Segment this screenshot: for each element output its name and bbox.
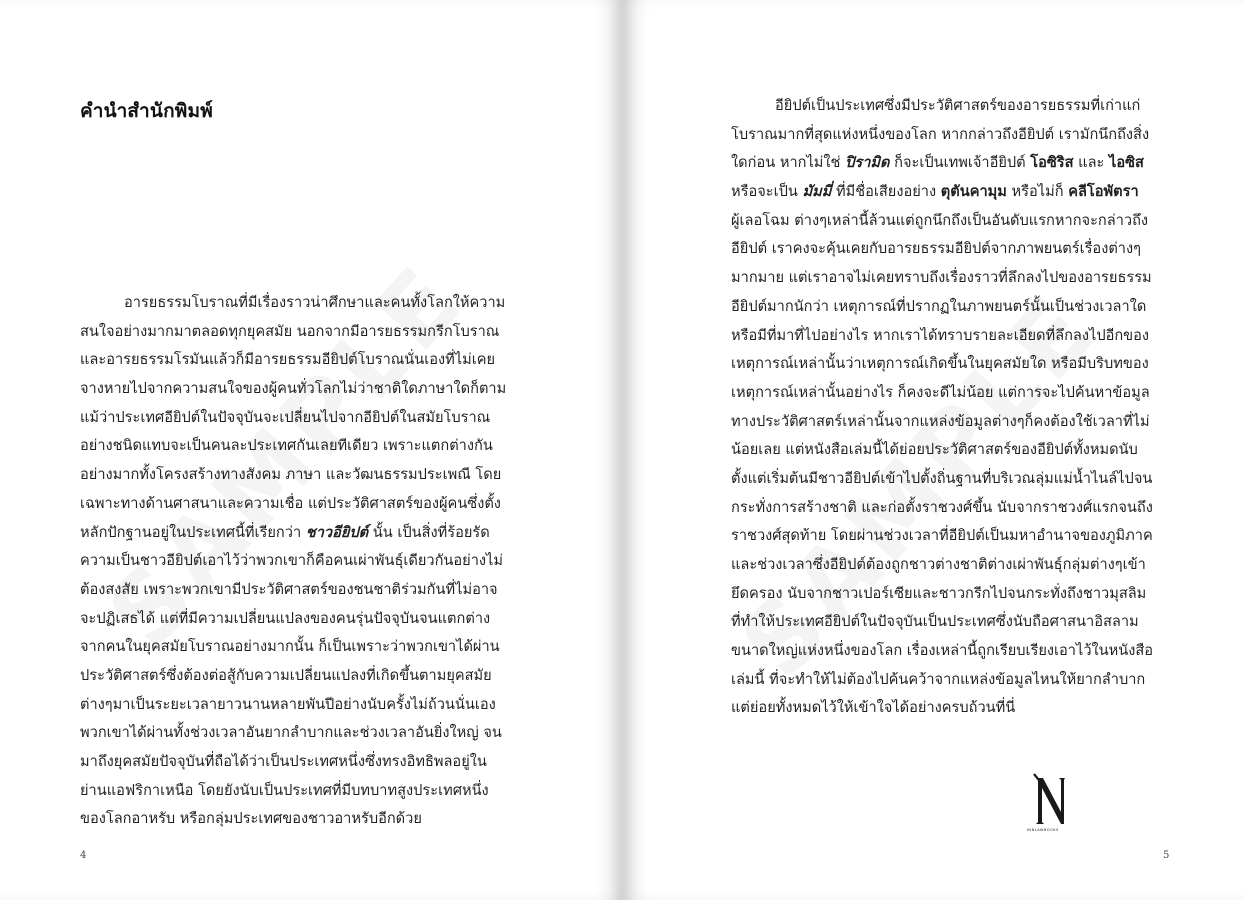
emphasized-term: คลีโอพัตรา <box>1068 183 1139 201</box>
text-run: อย่างชนิดแทบจะเป็นคนละประเทศกันเลยทีเดียว เพราะแตกต่างกัน <box>80 437 493 455</box>
text-run: ขนาดใหญ่แห่งหนึ่งของโลก เรื่องเหล่านี้ถูกเรียบเรียงเอาไว้ในหนังสือ <box>731 642 1154 660</box>
text-run: เหตุการณ์เหล่านั้นว่าเหตุการณ์เกิดขึ้นในยุคสมัยใด หรือมีบริบทของ <box>731 355 1149 373</box>
text-line <box>731 637 1153 666</box>
text-run: ของโลกอาหรับ หรือกลุ่มประเทศของชาวอาหรับอีกด้วย <box>80 810 422 828</box>
text-run: ยึดครอง นับจากชาวเปอร์เซียและชาวกรีกไปจนกระทั่งถึงชาวมุสลิม <box>731 584 1147 602</box>
text-run: หรือจะเป็น <box>731 183 803 201</box>
text-run: น้อยเลย แต่หนังสือเล่มนี้ได้ย่อยประวัติศาสตร์ของอียิปต์ทั้งหมดนับ <box>731 441 1138 459</box>
text-run: ประวัติศาสตร์ซึ่งต้องต่อสู้กับความเปลี่ยนแปลงที่เกิดขึ้นตามยุคสมัย <box>80 666 492 684</box>
text-run: ราชวงศ์สุดท้าย โดยผ่านช่วงเวลาที่อียิปต์เป็นมหาอำนาจของภูมิภาค <box>731 527 1153 545</box>
text-line <box>80 805 506 834</box>
text-line <box>80 346 506 375</box>
body-text <box>731 92 1153 723</box>
text-line <box>731 92 1153 121</box>
text-run: เล่มนี้ ที่จะทำให้ไม่ต้องไปค้นคว้าจากแหล่งข้อมูลไหนให้ยากลำบาก <box>731 670 1146 688</box>
text-run: อียิปต์เป็นประเทศซึ่งมีประวัติศาสตร์ของอารยธรรมที่เก่าแก่ <box>775 97 1141 114</box>
text-line <box>80 289 506 318</box>
text-line <box>731 264 1153 293</box>
text-run: หรือไม่ก็ <box>1006 183 1069 201</box>
text-run: ทางประวัติศาสตร์เหล่านั้นจากแหล่งข้อมูลต่างๆก็คงต้องใช้เวลาที่ไม่ <box>731 412 1150 430</box>
text-run: แต่ย่อยทั้งหมดไว้ให้เข้าใจได้อย่างครบถ้วนที่นี่ <box>731 699 1016 717</box>
text-run: จางหายไปจากความสนใจของผู้คนทั่วโลกไม่ว่าชาติใดภาษาใดก็ตาม <box>80 380 507 398</box>
text-run: หลักปักฐานอยู่ในประเทศนี้ที่เรียกว่า <box>80 523 306 541</box>
text-line <box>80 633 506 662</box>
text-line <box>80 576 506 605</box>
text-line <box>731 580 1153 609</box>
publisher-logo-icon <box>1031 772 1071 828</box>
text-run: อียิปต์ เราคงจะคุ้นเคยกับอารยธรรมอียิปต์จากภาพยนตร์เรื่องต่างๆ <box>731 240 1141 258</box>
text-run: และ <box>1073 154 1109 172</box>
text-run: จากคนในยุคสมัยโบราณอย่างมากนั้น ก็เป็นเพราะว่าพวกเขาได้ผ่าน <box>80 638 500 656</box>
text-run: ความเป็นชาวอียิปต์เอาไว้ว่าพวกเขาก็คือคนเผ่าพันธุ์เดียวกันอย่างไม่ <box>80 552 503 570</box>
text-line <box>80 519 506 548</box>
text-line <box>731 293 1153 322</box>
page-number: 4 <box>80 850 87 861</box>
text-run: โบราณมากที่สุดแห่งหนึ่งของโลก หากกล่าวถึงอียิปต์ เรามักนึกถึงสิ่ง <box>731 125 1150 143</box>
text-run: มากมาย แต่เราอาจไม่เคยทราบถึงเรื่องราวที่ลึกลงไปของอารยธรรม <box>731 269 1152 287</box>
text-line <box>731 178 1153 207</box>
text-run: จะปฏิเสธได้ แต่ที่มีความเปลี่ยนแปลงของคนรุ่นปัจจุบันจนแตกต่าง <box>80 609 491 627</box>
text-run: เฉพาะทางด้านศาสนาและความเชื่อ แต่ประวัติศาสตร์ของผู้คนซึ่งตั้ง <box>80 494 501 512</box>
text-run: ย่านแอฟริกาเหนือ โดยยังนับเป็นประเทศที่มีบทบาทสูงประเทศหนึ่ง <box>80 781 489 799</box>
emphasized-term: โอซิริส <box>1030 154 1074 172</box>
text-line <box>80 375 506 404</box>
text-run: กระทั่งการสร้างชาติ และก่อตั้งราชวงศ์ขึ้น นับจากราชวงศ์แรกจนถึง <box>731 498 1153 516</box>
text-run: ที่ทำให้ประเทศอียิปต์ในปัจจุบันเป็นประเทศซึ่งนับถือศาสนาอิสลาม <box>731 613 1139 631</box>
text-line <box>80 490 506 519</box>
text-run: ใดก่อน หากไม่ใช่ <box>731 154 846 172</box>
text-run: ต่างๆมาเป็นระยะเวลายาวนานหลายพันปีอย่างนับครั้งไม่ถ้วนนั่นเอง <box>80 695 496 713</box>
text-run: พวกเขาได้ผ่านทั้งช่วงเวลาอันยากลำบากและช่วงเวลาอันยิ่งใหญ่ จน <box>80 724 502 742</box>
text-line <box>80 547 506 576</box>
text-run: มาถึงยุคสมัยปัจจุบันที่ถือได้ว่าเป็นประเทศหนึ่งซึ่งทรงอิทธิพลอยู่ใน <box>80 753 487 770</box>
page-heading: คำนำสำนักพิมพ์ <box>80 100 213 122</box>
left-page <box>0 0 622 900</box>
emphasized-term: ปิรามิด <box>845 154 890 172</box>
text-line <box>80 404 506 433</box>
text-line <box>80 318 506 347</box>
text-line <box>731 436 1153 465</box>
body-text <box>80 289 506 834</box>
text-run: อย่างมากทั้งโครงสร้างทางสังคม ภาษา และวัฒนธรรมประเพณี โดย <box>80 466 502 484</box>
publisher-name: NINLAWBOOKS <box>1027 828 1059 832</box>
text-run: หรือมีที่มาที่ไปอย่างไร หากเราได้ทราบรายละเอียดที่ลึกลงไปอีกของ <box>731 326 1150 344</box>
text-line <box>731 149 1153 178</box>
text-run: ก็จะเป็นเทพเจ้าอียิปต์ <box>889 154 1031 172</box>
text-line <box>80 432 506 461</box>
text-line <box>80 777 506 806</box>
text-line <box>80 691 506 720</box>
text-line <box>731 666 1153 695</box>
text-line <box>731 608 1153 637</box>
emphasized-term: ชาวอียิปต์ <box>305 523 369 541</box>
text-run: และอารยธรรมโรมันแล้วก็มีอารยธรรมอียิปต์โบราณนั่นเองที่ไม่เคย <box>80 351 496 369</box>
text-line <box>80 605 506 634</box>
text-run: สนใจอย่างมากมาตลอดทุกยุคสมัย นอกจากมีอารยธรรมกรีกโบราณ <box>80 322 500 340</box>
text-line <box>80 719 506 748</box>
text-run: แม้ว่าประเทศอียิปต์ในปัจจุบันจะเปลี่ยนไปจากอียิปต์ในสมัยโบราณ <box>80 408 491 426</box>
text-line <box>80 461 506 490</box>
text-run: ผู้เลอโฉม ต่างๆเหล่านี้ล้วนแต่ถูกนึกถึงเป็นอันดับแรกหากจะกล่าวถึง <box>731 211 1149 229</box>
text-line <box>731 350 1153 379</box>
text-run: เหตุการณ์เหล่านั้นอย่างไร ก็คงจะดีไม่น้อย แต่การจะไปค้นหาข้อมูล <box>731 383 1150 401</box>
text-line <box>731 408 1153 437</box>
text-line <box>731 551 1153 580</box>
text-line <box>731 522 1153 551</box>
text-line <box>731 694 1153 723</box>
text-line <box>731 235 1153 264</box>
text-run: ตั้งแต่เริ่มต้นมีชาวอียิปต์เข้าไปตั้งถิ่นฐานที่บริเวณลุ่มแม่น้ำไนล์ไปจน <box>731 469 1153 487</box>
text-run: อียิปต์มากนักว่า เหตุการณ์ที่ปรากฏในภาพยนตร์นั้นเป็นช่วงเวลาใด <box>731 297 1147 315</box>
text-run: ต้องสงสัย เพราะพวกเขามีประวัติศาสตร์ของชนชาติร่วมกันที่ไม่อาจ <box>80 580 498 598</box>
text-run: นั้น เป็นสิ่งที่ร้อยรัด <box>368 523 490 541</box>
emphasized-term: มัมมี่ <box>802 183 832 201</box>
text-line <box>80 748 506 777</box>
emphasized-term: ตุตันคามุม <box>940 183 1007 201</box>
text-line <box>731 465 1153 494</box>
text-line <box>731 379 1153 408</box>
text-run: อารยธรรมโบราณที่มีเรื่องราวน่าศึกษาและคนทั้งโลกให้ความ <box>124 294 506 311</box>
text-run: ที่มีชื่อเสียงอย่าง <box>831 183 941 201</box>
text-line <box>80 662 506 691</box>
page-number: 5 <box>1163 850 1170 861</box>
text-line <box>731 322 1153 351</box>
text-line <box>731 494 1153 523</box>
emphasized-term: ไอซิส <box>1109 154 1144 172</box>
text-line <box>731 207 1153 236</box>
text-run: และช่วงเวลาซึ่งอียิปต์ต้องถูกชาวต่างชาติต่างเผ่าพันธุ์กลุ่มต่างๆเข้า <box>731 556 1146 573</box>
right-page <box>623 0 1245 900</box>
logo-letter: N <box>1031 772 1032 773</box>
text-line <box>731 121 1153 150</box>
